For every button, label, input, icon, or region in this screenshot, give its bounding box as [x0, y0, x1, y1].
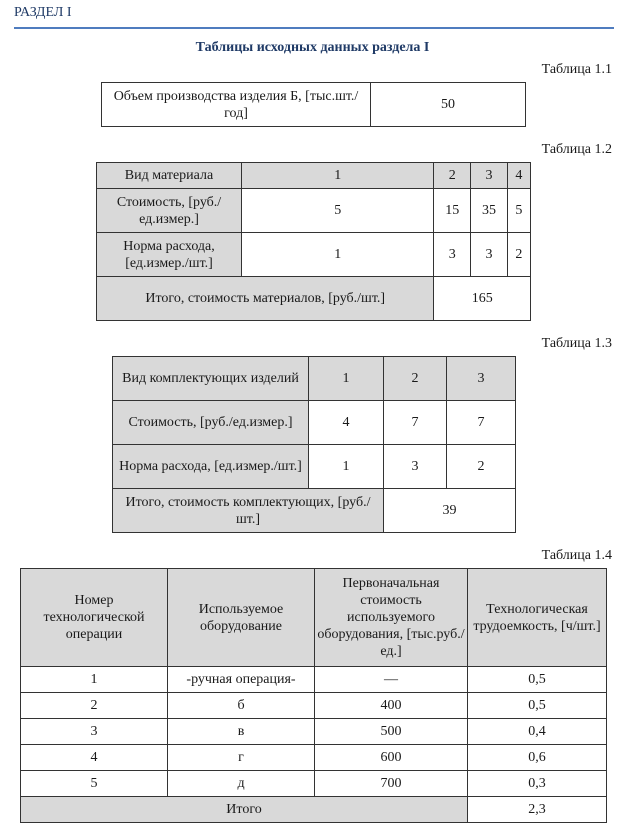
table-row	[97, 233, 531, 277]
cell-value: 1	[309, 445, 384, 489]
table-row	[97, 189, 531, 233]
table-row	[21, 771, 607, 797]
cell-value: 7	[384, 401, 447, 445]
row-label: Стоимость, [руб./ед.измер.]	[113, 401, 309, 445]
row-label: Стоимость, [руб./ед.измер.]	[97, 189, 242, 233]
cell-value: 3	[471, 233, 508, 277]
cell-value: 2	[507, 233, 530, 277]
document-title: Таблицы исходных данных раздела I	[195, 40, 430, 55]
table-row	[113, 445, 516, 489]
material-col-header: 3	[471, 163, 508, 189]
table-1-3-caption: Таблица 1.3	[541, 336, 612, 351]
operation-number-header: Номер технологической операции	[21, 569, 168, 667]
component-type-header: Вид комплектующих изделий	[113, 357, 309, 401]
table-1-1-caption: Таблица 1.1	[541, 62, 612, 77]
table-1-4	[20, 568, 607, 823]
equipment-cost: 400	[315, 693, 468, 719]
cell-value: 15	[434, 189, 471, 233]
table-row	[21, 667, 607, 693]
production-volume-label: Объем производства изделия Б, [тыс.шт./год]	[102, 83, 371, 127]
operation-number: 3	[21, 719, 168, 745]
section-divider	[14, 27, 614, 29]
total-value: 165	[434, 277, 531, 321]
component-col-header: 2	[384, 357, 447, 401]
operation-number: 1	[21, 667, 168, 693]
equipment-header: Используемое оборудование	[168, 569, 315, 667]
equipment: в	[168, 719, 315, 745]
table-row	[21, 797, 607, 823]
labor-intensity: 0,3	[468, 771, 607, 797]
material-col-header: 2	[434, 163, 471, 189]
total-value: 39	[384, 489, 516, 533]
table-1-2-caption: Таблица 1.2	[541, 142, 612, 157]
table-1-4-caption: Таблица 1.4	[541, 548, 612, 563]
material-type-header: Вид материала	[97, 163, 242, 189]
table-row	[21, 745, 607, 771]
cell-value: 1	[242, 233, 434, 277]
table-row	[113, 401, 516, 445]
operation-number: 5	[21, 771, 168, 797]
row-label: Норма расхода, [ед.измер./шт.]	[97, 233, 242, 277]
equipment-cost: —	[315, 667, 468, 693]
table-1-2	[96, 162, 531, 321]
labor-intensity-header: Технологическая трудоемкость, [ч/шт.]	[468, 569, 607, 667]
cell-value: 2	[447, 445, 516, 489]
equipment: б	[168, 693, 315, 719]
section-title: РАЗДЕЛ I	[14, 5, 72, 20]
table-row	[113, 489, 516, 533]
table-row	[97, 277, 531, 321]
table-1-3	[112, 356, 516, 533]
cell-value: 7	[447, 401, 516, 445]
production-volume-value: 50	[371, 83, 526, 127]
cell-value: 5	[242, 189, 434, 233]
total-label: Итого	[21, 797, 468, 823]
total-value: 2,3	[468, 797, 607, 823]
labor-intensity: 0,4	[468, 719, 607, 745]
labor-intensity: 0,6	[468, 745, 607, 771]
labor-intensity: 0,5	[468, 667, 607, 693]
component-col-header: 1	[309, 357, 384, 401]
equipment: д	[168, 771, 315, 797]
cell-value: 5	[507, 189, 530, 233]
material-col-header: 1	[242, 163, 434, 189]
table-row	[21, 693, 607, 719]
equipment-cost: 600	[315, 745, 468, 771]
operation-number: 4	[21, 745, 168, 771]
table-1-1	[101, 82, 526, 127]
cell-value: 3	[384, 445, 447, 489]
cell-value: 35	[471, 189, 508, 233]
component-col-header: 3	[447, 357, 516, 401]
total-label: Итого, стоимость материалов, [руб./шт.]	[97, 277, 434, 321]
equipment-cost: 700	[315, 771, 468, 797]
operation-number: 2	[21, 693, 168, 719]
cell-value: 3	[434, 233, 471, 277]
cell-value: 4	[309, 401, 384, 445]
row-label: Норма расхода, [ед.измер./шт.]	[113, 445, 309, 489]
table-row	[21, 719, 607, 745]
equipment-cost-header: Первоначальная стоимость используемого оборудования, [тыс.руб./ед.]	[315, 569, 468, 667]
material-col-header: 4	[507, 163, 530, 189]
equipment-cost: 500	[315, 719, 468, 745]
equipment: -ручная операция-	[168, 667, 315, 693]
total-label: Итого, стоимость комплектующих, [руб./шт.]	[113, 489, 384, 533]
labor-intensity: 0,5	[468, 693, 607, 719]
equipment: г	[168, 745, 315, 771]
